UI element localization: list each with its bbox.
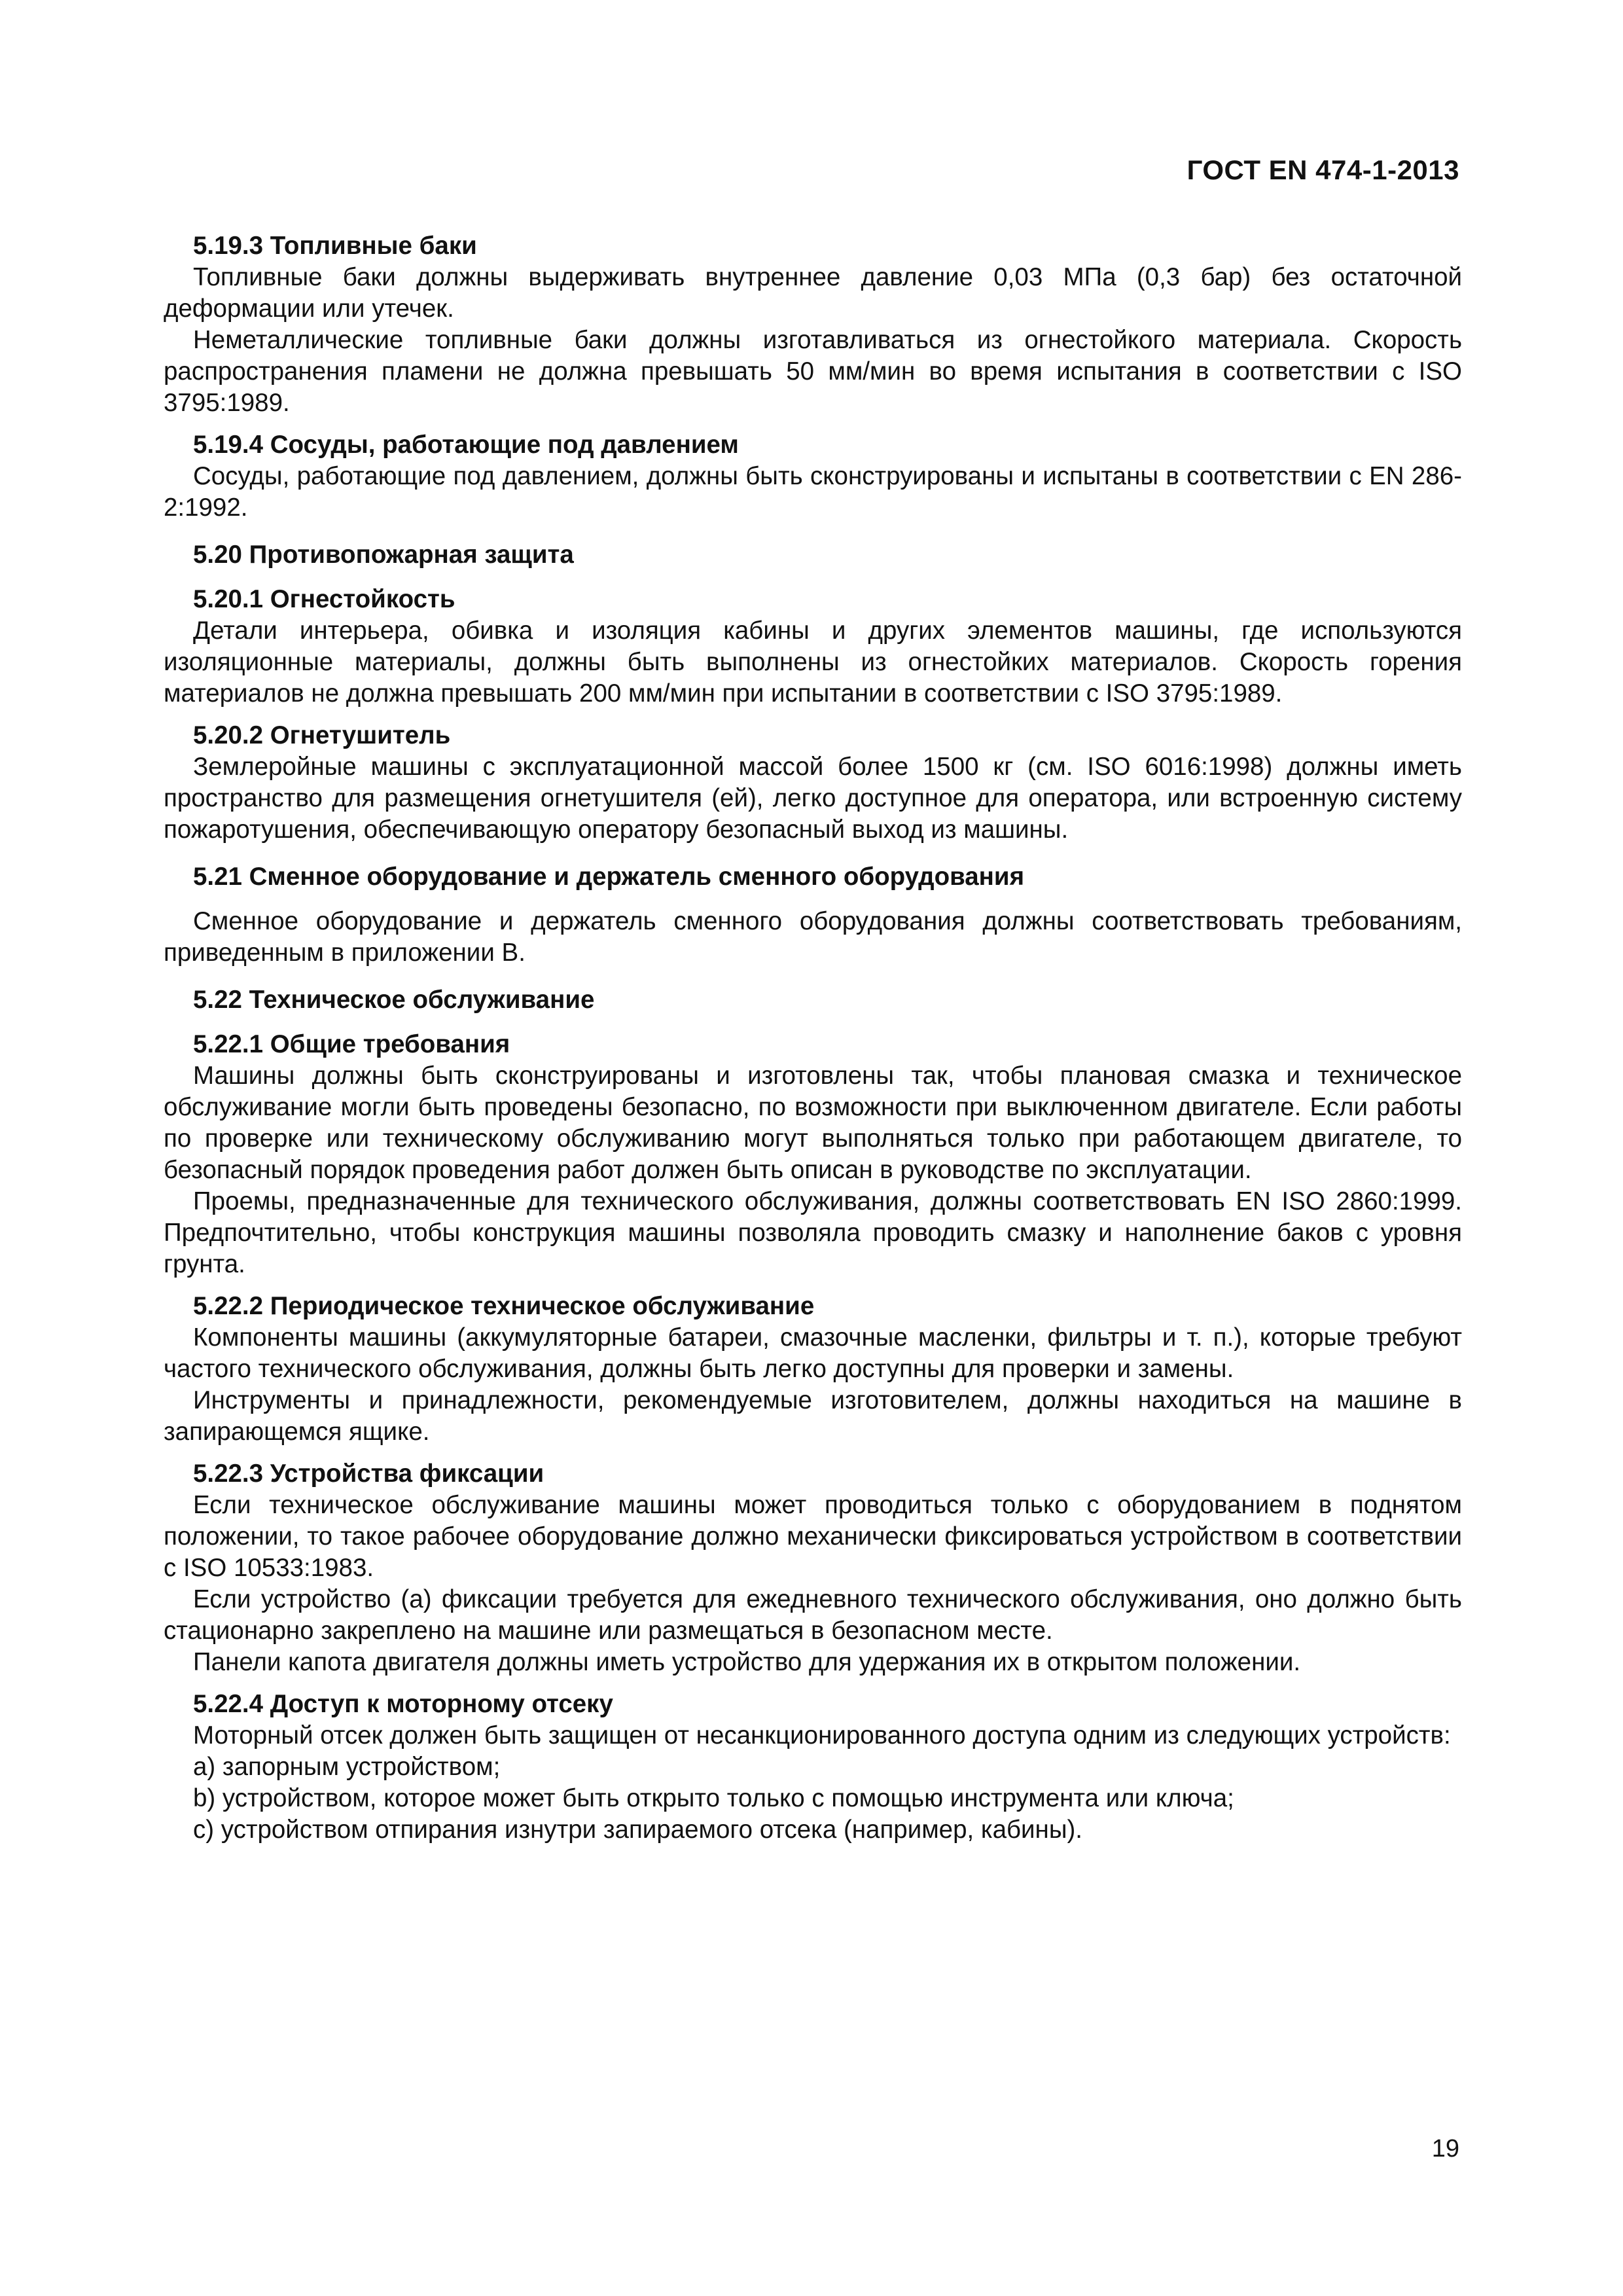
section-heading-5-22: 5.22 Техническое обслуживание	[193, 986, 595, 1014]
document-code-header: ГОСТ EN 474-1-2013	[1186, 154, 1459, 185]
paragraph: Если устройство (а) фиксации требуется для ежедневного технического обслуживания, оно должно быть стационарно закреплено на машине или размещаться в безопасном месте.	[164, 1585, 1462, 1645]
paragraph: Топливные баки должны выдерживать внутреннее давление 0,03 МПа (0,3 бар) без остаточной деформации или утечек.	[164, 263, 1462, 323]
paragraph: Компоненты машины (аккумуляторные батареи, смазочные масленки, фильтры и т. п.), которые требуют частого технического обслуживания, должны быть легко доступны для проверки и замены.	[164, 1323, 1462, 1383]
section-heading-5-20-2: 5.20.2 Огнетушитель	[193, 721, 451, 749]
section-heading-5-22-3: 5.22.3 Устройства фиксации	[193, 1460, 544, 1488]
section-heading-5-22-4: 5.22.4 Доступ к моторному отсеку	[193, 1690, 613, 1718]
list-item: b) устройством, которое может быть открыто только с помощью инструмента или ключа;	[193, 1784, 1234, 1812]
paragraph: Машины должны быть сконструированы и изготовлены так, чтобы плановая смазка и техническое обслуживание могли быть проведены безопасно, по возможности при выключенном двигателе. Если работы по проверке или техническому обслуживанию могут выполняться только при работающем двигателе, то безопасный порядок проведения работ должен быть описан в руководстве по эксплуатации.	[164, 1062, 1462, 1184]
section-heading-5-19-3: 5.19.3 Топливные баки	[193, 232, 477, 260]
section-heading-5-22-1: 5.22.1 Общие требования	[193, 1030, 510, 1058]
paragraph: Землеройные машины с эксплуатационной массой более 1500 кг (см. ISO 6016:1998) должны иметь пространство для размещения огнетушителя (ей), легко доступное для оператора, или встроенную систему пожаротушения, обеспечивающую оператору безопасный выход из машины.	[164, 753, 1462, 844]
paragraph: Сосуды, работающие под давлением, должны быть сконструированы и испытаны в соответствии с EN 286-2:1992.	[164, 462, 1462, 522]
list-item: c) устройством отпирания изнутри запираемого отсека (например, кабины).	[193, 1816, 1083, 1844]
paragraph: Моторный отсек должен быть защищен от несанкционированного доступа одним из следующих устройств:	[193, 1721, 1451, 1749]
paragraph: Детали интерьера, обивка и изоляция кабины и других элементов машины, где используются изоляционные материалы, должны быть выполнены из огнестойких материалов. Скорость горения материалов не должна превышать 200 мм/мин при испытании в соответствии с ISO 3795:1989.	[164, 617, 1462, 708]
section-heading-5-19-4: 5.19.4 Сосуды, работающие под давлением	[193, 431, 739, 459]
paragraph: Панели капота двигателя должны иметь устройство для удержания их в открытом положении.	[193, 1648, 1301, 1676]
paragraph: Проемы, предназначенные для технического обслуживания, должны соответствовать EN ISO 2860:1999. Предпочтительно, чтобы конструкция машины позволяла проводить смазку и наполнение баков с уровня грунта.	[164, 1187, 1462, 1278]
section-heading-5-20: 5.20 Противопожарная защита	[193, 541, 574, 569]
list-item: a) запорным устройством;	[193, 1753, 501, 1781]
paragraph: Сменное оборудование и держатель сменного оборудования должны соответствовать требованиям, приведенным в приложении В.	[164, 907, 1462, 967]
paragraph: Инструменты и принадлежности, рекомендуемые изготовителем, должны находиться на машине в запирающемся ящике.	[164, 1386, 1462, 1446]
page-number: 19	[1431, 2135, 1459, 2162]
section-heading-5-20-1: 5.20.1 Огнестойкость	[193, 585, 455, 613]
paragraph: Неметаллические топливные баки должны изготавливаться из огнестойкого материала. Скорость распространения пламени не должна превышать 50 мм/мин во время испытания в соответствии с ISO 3795:1989.	[164, 326, 1462, 417]
paragraph: Если техническое обслуживание машины может проводиться только с оборудованием в поднятом положении, то такое рабочее оборудование должно механически фиксироваться устройством в соответствии с ISO 10533:1983.	[164, 1491, 1462, 1582]
section-heading-5-21: 5.21 Сменное оборудование и держатель сменного оборудования	[193, 863, 1025, 891]
section-heading-5-22-2: 5.22.2 Периодическое техническое обслуживание	[193, 1292, 815, 1320]
document-body	[164, 230, 1462, 1846]
